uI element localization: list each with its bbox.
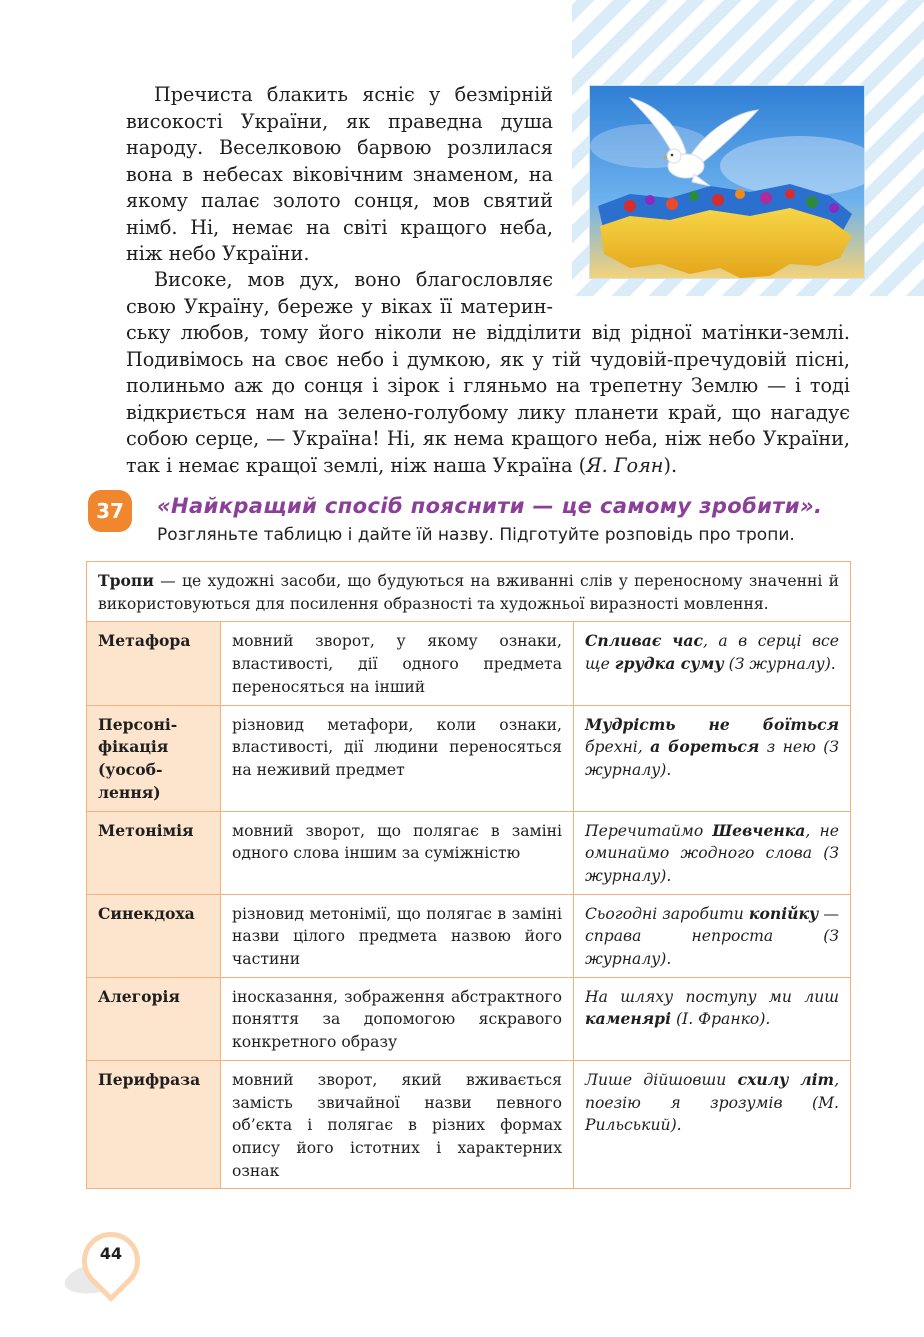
example-text: Перечитаймо	[585, 821, 713, 840]
example-highlight: Спливає час	[585, 631, 704, 651]
example-text: , не оминаймо жодного слова (З журналу).	[585, 821, 840, 885]
tropes-intro-row	[87, 562, 851, 622]
example-text: , а в серці все ще	[585, 632, 840, 674]
example-highlight: схилу літ	[737, 1069, 835, 1089]
example-highlight: грудка суму	[614, 654, 724, 674]
reading-paragraph-2-first-line: Високе, мов дух, воно благословляє свою Україну, береже у віках її материн-	[126, 268, 553, 318]
trope-term: Синекдоха	[87, 894, 221, 977]
reading-close: ).	[663, 453, 678, 477]
reading-paragraph-1: Пречиста блакить ясніє у безмірній високості України, як праведна душа народу. Веселковою барвою розлилася вона в небесах віковічним знаменом, на якому палає золото сонця, мов святий німб. Ні, немає на світі кращого неба, ніж небо України.	[126, 83, 553, 265]
page-number-marker	[64, 1230, 154, 1310]
tropes-intro-cell	[87, 562, 851, 622]
example-highlight: Мудрість не боїться	[585, 714, 840, 734]
trope-example	[574, 622, 851, 705]
table-row	[87, 811, 851, 894]
example-text: брехні,	[585, 738, 651, 757]
example-highlight: копійку	[748, 903, 819, 923]
example-text: — справа непроста (З журналу).	[585, 904, 840, 969]
tropes-table	[86, 561, 851, 1189]
table-row	[87, 894, 851, 977]
example-highlight: а бореться	[650, 737, 760, 757]
trope-example	[574, 1060, 851, 1189]
example-text: (З журналу).	[723, 655, 836, 674]
trope-example	[574, 811, 851, 894]
trope-term: Метонімія	[87, 811, 221, 894]
trope-term: Метафора	[87, 622, 221, 705]
example-text: , поезію я зрозумів (М. Рильський).	[585, 1070, 840, 1135]
task-quote: «Найкращий спосіб пояснити — це самому зробити».	[157, 494, 823, 518]
table-row	[87, 622, 851, 705]
trope-definition: різновид метонімії, що полягає в заміні назви цілого предмета назвою його частини	[221, 894, 574, 977]
table-row	[87, 1060, 851, 1189]
tropes-intro-text: — це художні засоби, що будуються на вживанні слів у переносному значенні й використовуються для посилення образності та художньої виразності мовлення.	[98, 572, 840, 613]
reading-paragraph-2-text: ську любов, тому його ніколи не відділити від рідної матінки-землі. Подивімось на своє небо і думкою, як у тій чудовій-пречудовій пісні, полиньмо аж до сонця і зірок і гляньмо на трепетну Землю — і тоді відкриється нам на зелено-голубому лику планети край, що нагадує собою серце, — Україна! Ні, як нема кращого неба, ніж небо України, так і немає кращої землі, ніж наша Україна (	[126, 321, 850, 477]
trope-example	[574, 705, 851, 811]
example-text: Сьогодні заробити	[585, 904, 749, 923]
task-instruction: Розгляньте таблицю і дайте їй назву. Підготуйте розповідь про тропи.	[157, 525, 795, 545]
reading-paragraph-2-continued	[126, 320, 850, 479]
task-number-badge: 37	[88, 490, 132, 532]
trope-definition: мовний зворот, що полягає в заміні одного слова іншим за суміжністю	[221, 811, 574, 894]
trope-definition: іносказання, зображення абстрактного поняття за допомогою яскравого конкретного образу	[221, 977, 574, 1060]
reading-author: Я. Гоян	[586, 453, 664, 477]
trope-term: Перифраза	[87, 1060, 221, 1189]
trope-definition: різновид метафори, коли ознаки, властивості, дії людини переносяться на неживий предмет	[221, 705, 574, 811]
trope-example	[574, 894, 851, 977]
example-text: На шляху поступу ми лиш	[585, 987, 840, 1006]
tropes-intro-term: Тропи	[98, 571, 154, 590]
page-number: 44	[99, 1244, 123, 1263]
example-text: (І. Франко).	[671, 1010, 771, 1029]
example-highlight: Шевченка	[712, 820, 806, 840]
trope-definition: мовний зворот, у якому ознаки, властивості, дії одного предмета переносяться на інший	[221, 622, 574, 705]
trope-definition: мовний зворот, який вживається замість звичайної назви певного об’єкта і полягає в різних формах опису його істотних і характерних ознак	[221, 1060, 574, 1189]
example-highlight: каменярі	[585, 1009, 672, 1029]
table-row	[87, 705, 851, 811]
dove-over-ukraine-map-icon	[590, 86, 864, 278]
example-text: з нею (З журналу).	[585, 738, 840, 779]
trope-example	[574, 977, 851, 1060]
example-text: Лише дійшовши	[585, 1070, 738, 1089]
trope-term: Персоні-фікація (уособ-лення)	[87, 705, 221, 811]
dove-over-ukraine-map-illustration	[590, 86, 864, 278]
trope-term: Алегорія	[87, 977, 221, 1060]
table-row	[87, 977, 851, 1060]
